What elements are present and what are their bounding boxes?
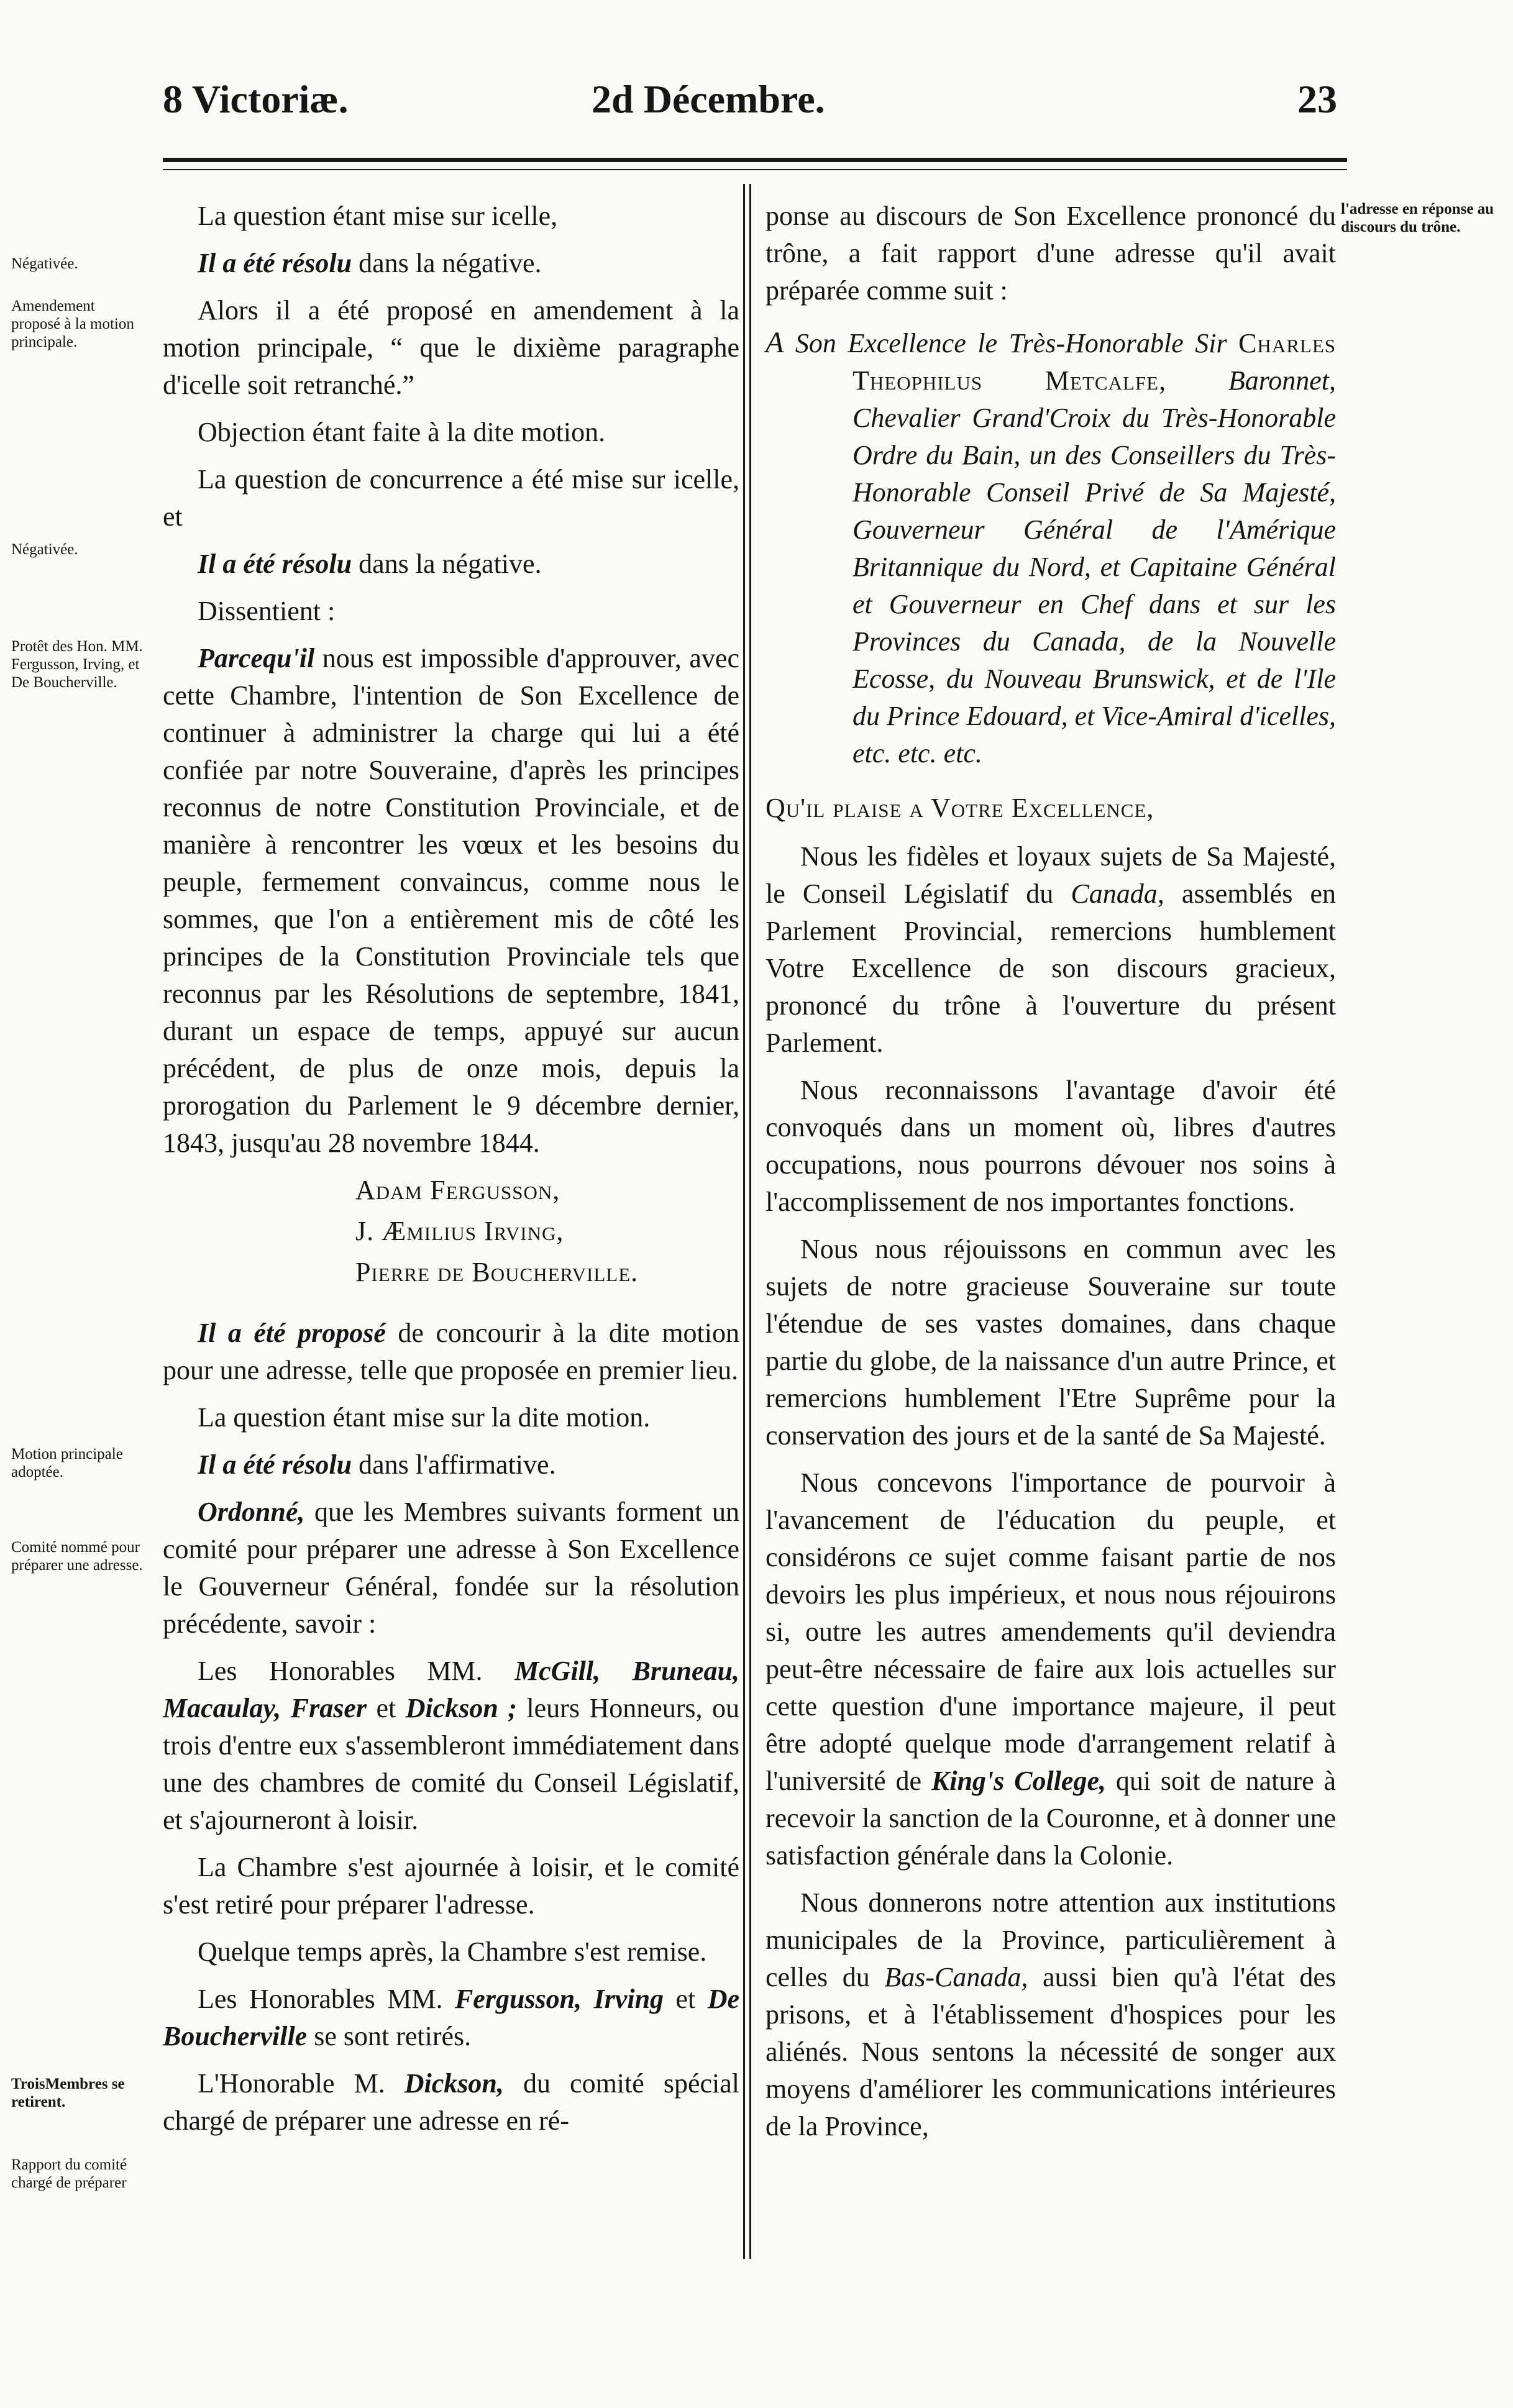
margin-note-negativee-2: Négativée.: [11, 541, 78, 558]
paragraph: Il a été résolu dans la négative.: [198, 248, 542, 278]
signatures: [163, 1172, 739, 1291]
signature: Adam Fergusson,: [355, 1175, 560, 1205]
header-rule-thin: [163, 169, 1347, 170]
paragraph: Les Honorables MM. Fergusson, Irving et De Boucherville se sont retirés.: [163, 1984, 739, 2051]
paragraph: Il a été résolu dans la négative.: [198, 549, 542, 579]
paragraph: Objection étant faite à la dite motion.: [198, 417, 606, 447]
margin-note-rapport: Rapport du comité chargé de préparer: [11, 2156, 127, 2191]
margin-note-protet: Protêt des Hon. MM. Fergusson, Irving, et De Boucherville.: [11, 638, 143, 691]
paragraph: ponse au discours de Son Excellence prononcé du trône, a fait rapport d'une adresse qu'il avait préparée comme suit :: [766, 201, 1336, 306]
paragraph: Il a été proposé de concourir à la dite motion pour une adresse, telle que proposée en premier lieu.: [163, 1318, 739, 1385]
paragraph: La Chambre s'est ajournée à loisir, et le comité s'est retiré pour préparer l'adresse.: [163, 1852, 739, 1920]
header-rule-thick: [163, 158, 1347, 162]
paragraph: Nous nous réjouissons en commun avec les sujets de notre gracieuse Souveraine sur toute l'étendue de ses vastes domaines, dans chaque partie du globe, de la naissance d'un autre Prince, et remercions humblement l'Etre Suprême pour la conservation des jours et de la santé de Sa Majesté.: [766, 1234, 1336, 1451]
paragraph: La question de concurrence a été mise sur icelle, et: [163, 464, 739, 532]
running-head-left: 8 Victoriæ.: [163, 77, 349, 121]
signature: J. Æmilius Irving,: [355, 1216, 564, 1246]
margin-note-trois-membres: TroisMembres se retirent.: [11, 2076, 125, 2110]
margin-note-amendement: Amendement proposé à la motion principale.: [11, 298, 134, 350]
address-block: A Son Excellence le Très-Honorable Sir Charles Theophilus Metcalfe, Baronnet, Chevalier Grand'Croix du Très-Honorable Ordre du Bain, un des Conseillers du Très-Honorable Conseil Privé de Sa Majesté, Gouverneur Général de l'Amérique Britannique du Nord, et Capitaine Général et Gouverneur en Chef dans et sur les Provinces du Canada, de la Nouvelle Ecosse, du Nouveau Brunswick, et de l'Ile du Prince Edouard, et Vice-Amiral d'icelles, etc. etc. etc.: [766, 326, 1336, 768]
signature: Pierre de Boucherville.: [355, 1257, 639, 1287]
column-divider-right: [749, 184, 751, 2259]
page-number: 23: [1297, 77, 1337, 121]
salutation: Qu'il plaise a Votre Excellence,: [766, 793, 1154, 823]
margin-note-comite-nomme: Comité nommé pour préparer une adresse.: [11, 1539, 143, 1574]
paragraph: La question étant mise sur la dite motion.: [198, 1402, 651, 1433]
paragraph: Nous les fidèles et loyaux sujets de Sa Majesté, le Conseil Législatif du Canada, assemblés en Parlement Provincial, remercions humblement Votre Excellence de son discours gracieux, prononcé du trône à l'ouverture du présent Parlement.: [766, 841, 1336, 1058]
paragraph: Nous reconnaissons l'avantage d'avoir été convoqués dans un moment où, libres d'autres occupations, nous pourrons dévouer nos soins à l'accomplissement de nos importantes fonctions.: [766, 1075, 1336, 1217]
right-column: [766, 198, 1336, 2155]
paragraph: Alors il a été proposé en amendement à la motion principale, “ que le dixième paragraphe d'icelle soit retranché.”: [163, 295, 739, 400]
paragraph: Quelque temps après, la Chambre s'est remise.: [198, 1936, 707, 1967]
running-head-date: 2d Décembre.: [592, 77, 825, 121]
margin-note-motion-adoptee: Motion principale adoptée.: [11, 1446, 123, 1480]
paragraph: Il a été résolu dans l'affirmative.: [198, 1449, 556, 1480]
margin-note-negativee-1: Négativée.: [11, 255, 78, 272]
paragraph: La question étant mise sur icelle,: [198, 201, 558, 231]
paragraph: Dissentient :: [198, 596, 336, 626]
paragraph: Ordonné, que les Membres suivants forment un comité pour préparer une adresse à Son Excellence le Gouverneur Général, fondée sur la résolution précédente, savoir :: [163, 1497, 739, 1639]
protest-paragraph: Parcequ'il nous est impossible d'approuver, avec cette Chambre, l'intention de Son Excellence de continuer à administrer la charge qui lui a été confiée par notre Souveraine, d'après les principes reconnus de notre Constitution Provinciale, et de manière à rencontrer les vœux et les besoins du peuple, fermement convaincus, comme nous le sommes, que l'on a entièrement mis de côté les principes de la Constitution Provinciale tels que reconnus par les Résolutions de septembre, 1841, durant un espace de temps, appuyé sur aucun précédent, de plus de onze mois, depuis la prorogation du Parlement le 9 décembre dernier, 1843, jusqu'au 28 novembre 1844.: [163, 643, 739, 1158]
column-divider-left: [743, 184, 745, 2259]
paragraph: Les Honorables MM. McGill, Bruneau, Macaulay, Fraser et Dickson ; leurs Honneurs, ou trois d'entre eux s'assembleront immédiatement dans une des chambres de comité du Conseil Législatif, et s'ajourneront à loisir.: [163, 1656, 739, 1835]
paragraph: Nous donnerons notre attention aux institutions municipales de la Province, particulièrement à celles du Bas-Canada, aussi bien qu'à l'état des prisons, et à l'établissement d'hospices pour les aliénés. Nous sentons la nécessité de songer aux moyens d'améliorer les communications intérieures de la Province,: [766, 1887, 1336, 2141]
paragraph: L'Honorable M. Dickson, du comité spécial chargé de préparer une adresse en ré-: [163, 2068, 739, 2136]
paragraph: Nous concevons l'importance de pourvoir à l'avancement de l'éducation du peuple, et considérons ce sujet comme faisant partie de nos devoirs les plus impérieux, et nous nous réjouirons si, outre les autres amendements qu'il deviendra peut-être nécessaire de faire aux lois actuelles sur cette question d'une importance majeure, il peut être adopté quelque mode d'arrangement relatif à l'université de King's College, qui soit de nature à recevoir la sanction de la Couronne, et à donner une satisfaction générale dans la Colonie.: [766, 1467, 1336, 1871]
margin-note-adresse: l'adresse en réponse au discours du trône.: [1341, 201, 1494, 235]
left-column: [163, 198, 739, 2150]
